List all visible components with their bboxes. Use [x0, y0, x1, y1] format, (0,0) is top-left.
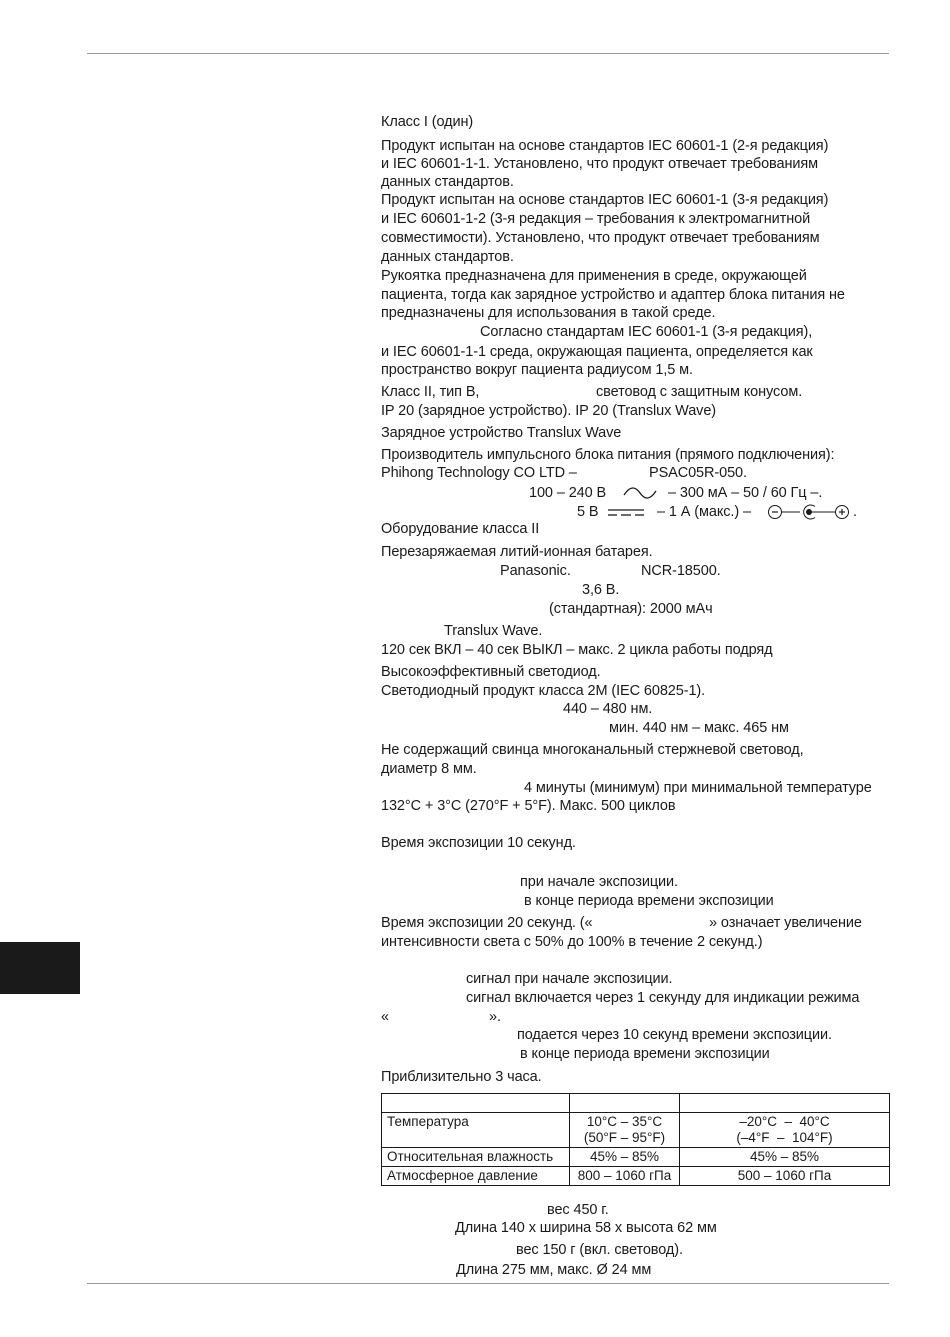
table-header-row	[382, 1094, 890, 1113]
text-line: предназначены для использования в такой среде.	[381, 305, 716, 321]
text-line: Translux Wave.	[444, 623, 543, 639]
top-rule	[87, 53, 889, 54]
text-line: Класс I (один)	[381, 114, 474, 130]
text-line: IP 20 (зарядное устройство). IP 20 (Translux Wave)	[381, 403, 717, 419]
text-line: данных стандартов.	[381, 174, 514, 190]
text-line: и IEC 60601-1-2 (3-я редакция – требования к электромагнитной	[381, 211, 811, 227]
text-line: Panasonic.	[500, 563, 571, 579]
text-line: 120 сек ВКЛ – 40 сек ВЫКЛ – макс. 2 цикла работы подряд	[381, 642, 773, 658]
text-line: Продукт испытан на основе стандартов IEC 60601-1 (2-я редакция)	[381, 138, 829, 154]
text-line: и IEC 60601-1-1 среда, окружающая пациента, определяется как	[381, 344, 813, 360]
text-line: при начале экспозиции.	[520, 874, 678, 890]
text-line: Продукт испытан на основе стандартов IEC 60601-1 (3-я редакция)	[381, 192, 829, 208]
row-label: Температура	[382, 1113, 570, 1148]
cell-value: (–4°F – 104°F)	[736, 1130, 833, 1145]
text-line: Оборудование класса II	[381, 521, 540, 537]
text-line: Зарядное устройство Translux Wave	[381, 425, 622, 441]
text-line: Перезаряжаемая литий-ионная батарея.	[381, 544, 653, 560]
text-line: «	[381, 1009, 389, 1025]
table-cell	[680, 1094, 890, 1113]
row-label: Относительная влажность	[382, 1148, 570, 1167]
text-line: 5 В	[577, 504, 599, 520]
text-line: 4 минуты (минимум) при минимальной температуре	[524, 780, 872, 796]
text-line: (стандартная): 2000 мАч	[549, 601, 713, 617]
text-line: 100 – 240 В	[529, 485, 607, 501]
table-cell	[570, 1113, 680, 1148]
table-cell	[382, 1094, 570, 1113]
text-line: в конце периода времени экспозиции	[520, 1046, 770, 1062]
text-line: 132°C + 3°C (270°F + 5°F). Макс. 500 циклов	[381, 798, 676, 814]
text-line: – 300 мА – 50 / 60 Гц –.	[668, 485, 823, 501]
text-line: NCR-18500.	[641, 563, 721, 579]
table-row	[382, 1148, 890, 1167]
ac-current-icon	[623, 487, 657, 499]
text-line: Рукоятка предназначена для применения в среде, окружающей	[381, 268, 807, 284]
row-label: Атмосферное давление	[382, 1167, 570, 1186]
cell-value: 800 – 1060 гПа	[570, 1167, 680, 1186]
cell-value: –20°C – 40°C	[739, 1114, 830, 1129]
text-line: Время экспозиции 20 секунд. («	[381, 915, 593, 931]
text-line: Длина 275 мм, макс. Ø 24 мм	[456, 1262, 652, 1278]
text-line: вес 150 г (вкл. световод).	[516, 1242, 683, 1258]
cell-value: (50°F – 95°F)	[583, 1130, 666, 1145]
table-cell	[570, 1094, 680, 1113]
cell-value: 45% – 85%	[680, 1148, 890, 1167]
text-line: интенсивности света с 50% до 100% в течение 2 секунд.)	[381, 934, 763, 950]
table-cell	[680, 1113, 890, 1148]
text-line: пациента, тогда как зарядное устройство и адаптер блока питания не	[381, 287, 845, 303]
text-line: – 1 А (макс.) –	[657, 504, 751, 520]
dc-current-icon	[607, 508, 645, 517]
text-line: данных стандартов.	[381, 249, 514, 265]
bottom-rule	[87, 1283, 889, 1284]
text-line: .	[853, 504, 857, 520]
text-line: вес 450 г.	[547, 1202, 609, 1218]
center-positive-polarity-icon	[767, 504, 851, 520]
text-line: Время экспозиции 10 секунд.	[381, 835, 576, 851]
text-line: диаметр 8 мм.	[381, 761, 477, 777]
text-line: Приблизительно 3 часа.	[381, 1069, 542, 1085]
text-line: и IEC 60601-1-1. Установлено, что продукт отвечает требованиям	[381, 156, 818, 172]
text-line: сигнал при начале экспозиции.	[466, 971, 673, 987]
table-row	[382, 1113, 890, 1148]
cell-value: 10°C – 35°C	[586, 1114, 663, 1129]
text-line: пространство вокруг пациента радиусом 1,5 м.	[381, 362, 693, 378]
text-line: Высокоэффективный светодиод.	[381, 664, 601, 680]
text-line: PSAC05R-050.	[649, 465, 747, 481]
text-line: сигнал включается через 1 секунду для индикации режима	[466, 990, 860, 1006]
text-line: Производитель импульсного блока питания (прямого подключения):	[381, 447, 835, 463]
text-line: Phihong Technology CO LTD –	[381, 465, 577, 481]
text-line: совместимости). Установлено, что продукт отвечает требованиям	[381, 230, 820, 246]
table-row	[382, 1167, 890, 1186]
environment-table	[381, 1093, 890, 1186]
text-line: ».	[489, 1009, 501, 1025]
text-line: Не содержащий свинца многоканальный стержневой световод,	[381, 742, 804, 758]
text-line: в конце периода времени экспозиции	[524, 893, 774, 909]
text-line: световод с защитным конусом.	[596, 384, 803, 400]
cell-value: 500 – 1060 гПа	[680, 1167, 890, 1186]
text-line: мин. 440 нм – макс. 465 нм	[609, 720, 789, 736]
text-line: » означает увеличение	[709, 915, 862, 931]
text-line: Светодиодный продукт класса 2M (IEC 60825-1).	[381, 683, 706, 699]
text-line: 440 – 480 нм.	[563, 701, 653, 717]
cell-value: 45% – 85%	[570, 1148, 680, 1167]
text-line: 3,6 В.	[582, 582, 620, 598]
text-line: Класс II, тип B,	[381, 384, 480, 400]
text-line: Согласно стандартам IEC 60601-1 (3-я редакция),	[480, 324, 813, 340]
language-tab-marker	[0, 942, 80, 994]
text-line: подается через 10 секунд времени экспозиции.	[517, 1027, 832, 1043]
text-line: Длина 140 x ширина 58 x высота 62 мм	[455, 1220, 717, 1236]
